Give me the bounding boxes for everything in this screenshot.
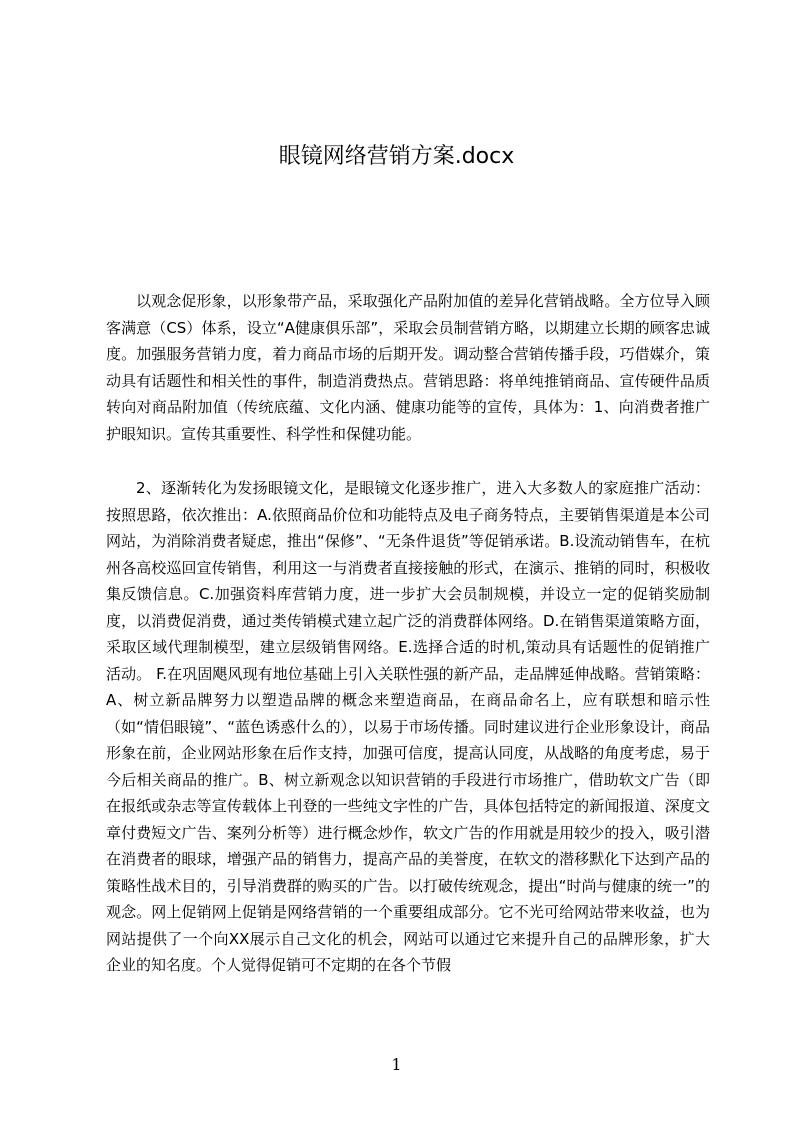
body-paragraph: 以观念促形象，以形象带产品，采取强化产品附加值的差异化营销战略。全方位导入顾客满意（CS）体系，设立“A健康俱乐部”，采取会员制营销方略，以期建立长期的顾客忠诚度。加强服务营销力度，着力商品市场的后期开发。调动整合营销传播手段，巧借媒介，策动具有话题性和相关性的事件，制造消费热点。营销思路：将单纯推销商品、宣传硬件品质转向对商品附加值（传统底蕴、文化内涵、健康功能等的宣传，具体为：1、向消费者推广护眼知识。宣传其重要性、科学性和保健功能。 xyxy=(106,292,710,443)
document-title: 眼镜网络营销方案.docx xyxy=(278,144,515,169)
body-paragraph: 2、逐渐转化为发扬眼镜文化，是眼镜文化逐步推广，进入大多数人的家庭推广活动：按照思路，依次推出：A.依照商品价位和功能特点及电子商务特点，主要销售渠道是本公司网站，为消除消费者疑虑，推出“保修”、“无条件退货”等促销承诺。B.设流动销售车，在杭州各高校巡回宣传销售，利用这一与消费者直接接触的形式，在演示、推销的同时，积极收集反馈信息。C.加强资料库营销力度，进一步扩大会员制规模，并设立一定的促销奖励制度，以消费促消费，通过类传销模式建立起广泛的消费群体网络。D.在销售渠道策略方面，采取区域代理制模型，建立层级销售网络。E.选择合适的时机,策动具有话题性的促销推广活动。 F.在巩固飓风现有地位基础上引入关联性强的新产品，走品牌延伸战略。营销策略：A、树立新品牌努力以塑造品牌的概念来塑造商品，在商品命名上，应有联想和暗示性（如“情侣眼镜”、“蓝色诱惑什么的），以易于市场传播。同时建议进行企业形象设计，商品形象在前，企业网站形象在后作支持，加强可信度，提高认同度，从战略的角度考虑，易于今后相关商品的推广。B、树立新观念以知识营销的手段进行市场推广，借助软文广告（即在报纸或杂志等宣传载体上刊登的一些纯文字性的广告，具体包括特定的新闻报道、深度文章付费短文广告、案列分析等）进行概念炒作，软文广告的作用就是用较少的投入，吸引潜在消费者的眼球，增强产品的销售力，提高产品的美誉度，在软文的潜移默化下达到产品的策略性战术目的，引导消费群的购买的广告。以打破传统观念，提出“时尚与健康的统一”的观念。网上促销网上促销是网络营销的一个重要组成部分。它不光可给网站带来收益，也为网站提供了一个向XX展示自己文化的机会，网站可以通过它来提升自己的品牌形象，扩大企业的知名度。个人觉得促销可不定期的在各个节假 xyxy=(106,479,710,974)
page-number: 1 xyxy=(391,1055,402,1074)
